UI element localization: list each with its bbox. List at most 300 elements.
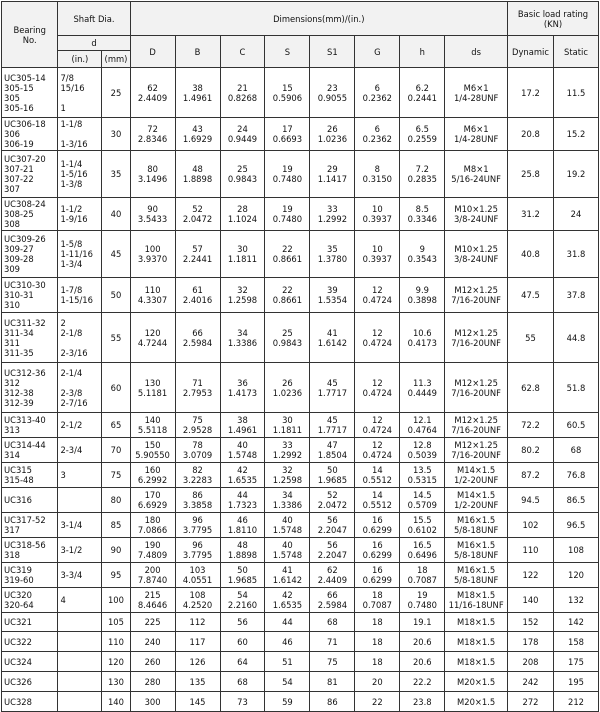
cell-c: 44 1.7323 — [220, 488, 265, 513]
cell-s1: 68 — [310, 613, 355, 632]
header-dynamic: Dynamic — [508, 36, 554, 68]
cell-h: 6.5 0.2559 — [400, 118, 445, 151]
table-row — [2, 413, 599, 438]
cell-s: 51 — [265, 652, 310, 672]
cell-s1: 71 — [310, 632, 355, 652]
cell-b: 57 2.2441 — [175, 231, 220, 278]
cell-stat: 108 — [554, 538, 599, 563]
table-row — [2, 438, 599, 463]
cell-s: 32 1.2598 — [265, 463, 310, 488]
cell-mm: 100 — [102, 588, 130, 613]
cell-s: 59 — [265, 692, 310, 712]
cell-ds: M18×1.5 — [445, 613, 508, 632]
cell-g: 10 0.3937 — [355, 231, 400, 278]
cell-b: 135 — [175, 672, 220, 692]
cell-no: UC315 315-48 — [2, 463, 58, 488]
cell-c: 21 0.8268 — [220, 68, 265, 118]
cell-c: 30 1.1811 — [220, 231, 265, 278]
header-shaft-dia: Shaft Dia. — [58, 2, 130, 36]
cell-s: 22 0.8661 — [265, 278, 310, 313]
cell-h: 9.9 0.3898 — [400, 278, 445, 313]
cell-mm: 55 — [102, 313, 130, 363]
cell-dyn: 47.5 — [508, 278, 554, 313]
header-col-h: h — [400, 36, 445, 68]
cell-b: 43 1.6929 — [175, 118, 220, 151]
cell-stat: 15.2 — [554, 118, 599, 151]
cell-h: 12.1 0.4764 — [400, 413, 445, 438]
cell-dyn: 20.8 — [508, 118, 554, 151]
cell-ds: M8×1 5/16-24UNF — [445, 151, 508, 198]
cell-s: 22 0.8661 — [265, 231, 310, 278]
cell-no: UC318-56 318 — [2, 538, 58, 563]
cell-b: 61 2.4016 — [175, 278, 220, 313]
cell-mm: 140 — [102, 692, 130, 712]
cell-dyn: 178 — [508, 632, 554, 652]
cell-no: UC307-20 307-21 307-22 307 — [2, 151, 58, 198]
cell-dyn: 110 — [508, 538, 554, 563]
cell-dyn: 17.2 — [508, 68, 554, 118]
header-col-S1: S1 — [310, 36, 355, 68]
cell-in: 2 2-1/8 2-3/16 — [58, 313, 102, 363]
cell-s: 40 1.5748 — [265, 538, 310, 563]
cell-s1: 86 — [310, 692, 355, 712]
table-row — [2, 463, 599, 488]
cell-h: 11.3 0.4449 — [400, 363, 445, 413]
cell-s1: 45 1.7717 — [310, 413, 355, 438]
cell-no: UC328 — [2, 692, 58, 712]
cell-c: 54 2.2160 — [220, 588, 265, 613]
cell-dyn: 242 — [508, 672, 554, 692]
cell-g: 10 0.3937 — [355, 198, 400, 231]
cell-in: 1-7/8 1-15/16 — [58, 278, 102, 313]
cell-g: 12 0.4724 — [355, 413, 400, 438]
cell-h: 20.6 — [400, 652, 445, 672]
cell-b: 86 3.3858 — [175, 488, 220, 513]
cell-g: 16 0.6299 — [355, 563, 400, 588]
cell-s: 26 1.0236 — [265, 363, 310, 413]
cell-mm: 85 — [102, 513, 130, 538]
cell-s1: 39 1.5354 — [310, 278, 355, 313]
cell-ds: M6×1 1/4-28UNF — [445, 68, 508, 118]
cell-in: 1-1/8 1-3/16 — [58, 118, 102, 151]
cell-mm: 60 — [102, 363, 130, 413]
cell-in: 2-1/2 — [58, 413, 102, 438]
cell-c: 34 1.3386 — [220, 313, 265, 363]
cell-c: 60 — [220, 632, 265, 652]
header-col-D: D — [130, 36, 175, 68]
cell-no: UC320 320-64 — [2, 588, 58, 613]
cell-g: 6 0.2362 — [355, 68, 400, 118]
cell-in — [58, 613, 102, 632]
table-row — [2, 563, 599, 588]
cell-c: 32 1.2598 — [220, 278, 265, 313]
cell-dyn: 25.8 — [508, 151, 554, 198]
cell-dyn: 31.2 — [508, 198, 554, 231]
cell-ds: M12×1.25 7/16-20UNF — [445, 413, 508, 438]
cell-no: UC312-36 312 312-38 312-39 — [2, 363, 58, 413]
cell-ds: M12×1.25 7/16-20UNF — [445, 313, 508, 363]
cell-s: 34 1.3386 — [265, 488, 310, 513]
cell-d: 150 5.90550 — [130, 438, 175, 463]
cell-stat: 120 — [554, 563, 599, 588]
cell-h: 7.2 0.2835 — [400, 151, 445, 198]
cell-no: UC306-18 306 306-19 — [2, 118, 58, 151]
cell-h: 9 0.3543 — [400, 231, 445, 278]
cell-c: 40 1.5748 — [220, 438, 265, 463]
header-basic-load-rating: Basic load rating (KN) — [508, 2, 599, 36]
cell-mm: 95 — [102, 563, 130, 588]
cell-no: UC322 — [2, 632, 58, 652]
cell-d: 62 2.4409 — [130, 68, 175, 118]
cell-c: 36 1.4173 — [220, 363, 265, 413]
cell-b: 117 — [175, 632, 220, 652]
cell-b: 48 1.8898 — [175, 151, 220, 198]
cell-stat: 37.8 — [554, 278, 599, 313]
cell-h: 10.6 0.4173 — [400, 313, 445, 363]
cell-g: 18 0.7087 — [355, 588, 400, 613]
cell-ds: M12×1.25 7/16-20UNF — [445, 278, 508, 313]
cell-s1: 29 1.1417 — [310, 151, 355, 198]
cell-mm: 90 — [102, 538, 130, 563]
cell-ds: M6×1 1/4-28UNF — [445, 118, 508, 151]
table-row — [2, 363, 599, 413]
cell-s1: 81 — [310, 672, 355, 692]
cell-in: 1-1/2 1-9/16 — [58, 198, 102, 231]
cell-in: 2-1/4 2-3/8 2-7/16 — [58, 363, 102, 413]
cell-g: 16 0.6299 — [355, 538, 400, 563]
cell-d: 190 7.4809 — [130, 538, 175, 563]
cell-g: 12 0.4724 — [355, 363, 400, 413]
cell-d: 120 4.7244 — [130, 313, 175, 363]
cell-s: 15 0.5906 — [265, 68, 310, 118]
cell-no: UC309-26 309-27 309-28 309 — [2, 231, 58, 278]
table-row — [2, 652, 599, 672]
cell-in: 3-1/4 — [58, 513, 102, 538]
cell-in — [58, 488, 102, 513]
cell-b: 52 2.0472 — [175, 198, 220, 231]
cell-stat: 19.2 — [554, 151, 599, 198]
header-col-S: S — [265, 36, 310, 68]
cell-g: 22 — [355, 692, 400, 712]
cell-s: 25 0.9843 — [265, 313, 310, 363]
cell-g: 12 0.4724 — [355, 278, 400, 313]
cell-stat: 195 — [554, 672, 599, 692]
cell-h: 6.2 0.2441 — [400, 68, 445, 118]
cell-mm: 45 — [102, 231, 130, 278]
cell-mm: 65 — [102, 413, 130, 438]
cell-d: 215 8.4646 — [130, 588, 175, 613]
cell-stat: 132 — [554, 588, 599, 613]
table-body — [2, 68, 599, 712]
cell-in: 7/8 15/16 1 — [58, 68, 102, 118]
cell-b: 78 3.0709 — [175, 438, 220, 463]
cell-s1: 56 2.2047 — [310, 513, 355, 538]
cell-b: 145 — [175, 692, 220, 712]
cell-s: 42 1.6535 — [265, 588, 310, 613]
cell-no: UC319 319-60 — [2, 563, 58, 588]
header-dimensions: Dimensions(mm)/(in.) — [130, 2, 507, 36]
cell-s: 19 0.7480 — [265, 151, 310, 198]
cell-mm: 25 — [102, 68, 130, 118]
cell-b: 96 3.7795 — [175, 538, 220, 563]
cell-d: 170 6.6929 — [130, 488, 175, 513]
cell-c: 73 — [220, 692, 265, 712]
cell-ds: M10×1.25 3/8-24UNF — [445, 231, 508, 278]
cell-b: 71 2.7953 — [175, 363, 220, 413]
cell-d: 240 — [130, 632, 175, 652]
cell-mm: 105 — [102, 613, 130, 632]
cell-mm: 120 — [102, 652, 130, 672]
cell-ds: M18×1.5 11/16-18UNF — [445, 588, 508, 613]
table-row — [2, 538, 599, 563]
cell-c: 28 1.1024 — [220, 198, 265, 231]
cell-stat: 11.5 — [554, 68, 599, 118]
cell-no: UC311-32 311-34 311 311-35 — [2, 313, 58, 363]
cell-g: 14 0.5512 — [355, 488, 400, 513]
cell-dyn: 102 — [508, 513, 554, 538]
cell-mm: 35 — [102, 151, 130, 198]
cell-mm: 80 — [102, 488, 130, 513]
table-row — [2, 672, 599, 692]
cell-c: 25 0.9843 — [220, 151, 265, 198]
cell-mm: 30 — [102, 118, 130, 151]
table-row — [2, 313, 599, 363]
table-row — [2, 613, 599, 632]
cell-ds: M10×1.25 3/8-24UNF — [445, 198, 508, 231]
cell-h: 16.5 0.6496 — [400, 538, 445, 563]
cell-h: 13.5 0.5315 — [400, 463, 445, 488]
cell-in — [58, 652, 102, 672]
cell-h: 14.5 0.5709 — [400, 488, 445, 513]
cell-h: 15.5 0.6102 — [400, 513, 445, 538]
table-row — [2, 632, 599, 652]
cell-dyn: 55 — [508, 313, 554, 363]
cell-s: 44 — [265, 613, 310, 632]
cell-dyn: 152 — [508, 613, 554, 632]
cell-c: 46 1.8110 — [220, 513, 265, 538]
cell-s: 33 1.2992 — [265, 438, 310, 463]
cell-stat: 175 — [554, 652, 599, 672]
cell-stat: 44.8 — [554, 313, 599, 363]
cell-h: 22.2 — [400, 672, 445, 692]
cell-d: 200 7.8740 — [130, 563, 175, 588]
cell-no: UC313-40 313 — [2, 413, 58, 438]
cell-stat: 68 — [554, 438, 599, 463]
header-static: Static — [554, 36, 599, 68]
cell-s: 54 — [265, 672, 310, 692]
cell-stat: 142 — [554, 613, 599, 632]
cell-in: 4 — [58, 588, 102, 613]
cell-in: 1-5/8 1-11/16 1-3/4 — [58, 231, 102, 278]
cell-ds: M12×1.25 7/16-20UNF — [445, 363, 508, 413]
table-row — [2, 118, 599, 151]
cell-ds: M16×1.5 5/8-18UNF — [445, 513, 508, 538]
cell-g: 20 — [355, 672, 400, 692]
cell-b: 96 3.7795 — [175, 513, 220, 538]
cell-b: 82 3.2283 — [175, 463, 220, 488]
cell-b: 75 2.9528 — [175, 413, 220, 438]
cell-s: 30 1.1811 — [265, 413, 310, 438]
cell-h: 19 0.7480 — [400, 588, 445, 613]
cell-d: 90 3.5433 — [130, 198, 175, 231]
cell-mm: 130 — [102, 672, 130, 692]
cell-stat: 158 — [554, 632, 599, 652]
cell-c: 56 — [220, 613, 265, 632]
cell-d: 225 — [130, 613, 175, 632]
cell-s: 46 — [265, 632, 310, 652]
cell-no: UC321 — [2, 613, 58, 632]
cell-h: 23.8 — [400, 692, 445, 712]
cell-c: 38 1.4961 — [220, 413, 265, 438]
cell-dyn: 40.8 — [508, 231, 554, 278]
table-row — [2, 588, 599, 613]
cell-d: 100 3.9370 — [130, 231, 175, 278]
cell-c: 42 1.6535 — [220, 463, 265, 488]
cell-dyn: 62.8 — [508, 363, 554, 413]
cell-d: 130 5.1181 — [130, 363, 175, 413]
cell-dyn: 80.2 — [508, 438, 554, 463]
table-row — [2, 278, 599, 313]
cell-d: 300 — [130, 692, 175, 712]
cell-b: 112 — [175, 613, 220, 632]
cell-stat: 24 — [554, 198, 599, 231]
cell-stat: 86.5 — [554, 488, 599, 513]
cell-s1: 62 2.4409 — [310, 563, 355, 588]
cell-h: 12.8 0.5039 — [400, 438, 445, 463]
cell-h: 20.6 — [400, 632, 445, 652]
cell-dyn: 72.2 — [508, 413, 554, 438]
cell-s1: 33 1.2992 — [310, 198, 355, 231]
cell-in — [58, 632, 102, 652]
table-row — [2, 231, 599, 278]
cell-in — [58, 672, 102, 692]
cell-c: 24 0.9449 — [220, 118, 265, 151]
cell-s: 41 1.6142 — [265, 563, 310, 588]
cell-s1: 47 1.8504 — [310, 438, 355, 463]
cell-s1: 23 0.9055 — [310, 68, 355, 118]
cell-d: 72 2.8346 — [130, 118, 175, 151]
cell-g: 18 — [355, 632, 400, 652]
header-col-B: B — [175, 36, 220, 68]
cell-ds: M16×1.5 5/8-18UNF — [445, 538, 508, 563]
cell-no: UC326 — [2, 672, 58, 692]
cell-d: 140 5.5118 — [130, 413, 175, 438]
cell-stat: 96.5 — [554, 513, 599, 538]
cell-s1: 52 2.0472 — [310, 488, 355, 513]
cell-s1: 26 1.0236 — [310, 118, 355, 151]
cell-d: 180 7.0866 — [130, 513, 175, 538]
cell-b: 108 4.2520 — [175, 588, 220, 613]
cell-ds: M16×1.5 5/8-18UNF — [445, 563, 508, 588]
cell-d: 280 — [130, 672, 175, 692]
cell-g: 12 0.4724 — [355, 438, 400, 463]
cell-b: 126 — [175, 652, 220, 672]
cell-h: 19.1 — [400, 613, 445, 632]
cell-mm: 40 — [102, 198, 130, 231]
cell-stat: 212 — [554, 692, 599, 712]
cell-mm: 70 — [102, 438, 130, 463]
cell-mm: 110 — [102, 632, 130, 652]
cell-no: UC317-52 317 — [2, 513, 58, 538]
cell-d: 80 3.1496 — [130, 151, 175, 198]
header-d: d — [58, 36, 130, 51]
cell-s1: 56 2.2047 — [310, 538, 355, 563]
cell-no: UC308-24 308-25 308 — [2, 198, 58, 231]
header-col-C: C — [220, 36, 265, 68]
cell-dyn: 122 — [508, 563, 554, 588]
table-row — [2, 198, 599, 231]
cell-s1: 41 1.6142 — [310, 313, 355, 363]
cell-g: 8 0.3150 — [355, 151, 400, 198]
cell-c: 50 1.9685 — [220, 563, 265, 588]
header-in: (in.) — [58, 51, 102, 68]
table-row — [2, 488, 599, 513]
cell-ds: M20×1.5 — [445, 672, 508, 692]
cell-s: 17 0.6693 — [265, 118, 310, 151]
cell-h: 8.5 0.3346 — [400, 198, 445, 231]
cell-c: 68 — [220, 672, 265, 692]
cell-s: 40 1.5748 — [265, 513, 310, 538]
cell-g: 14 0.5512 — [355, 463, 400, 488]
cell-stat: 51.8 — [554, 363, 599, 413]
cell-c: 48 1.8898 — [220, 538, 265, 563]
cell-d: 160 6.2992 — [130, 463, 175, 488]
cell-g: 18 — [355, 613, 400, 632]
cell-c: 64 — [220, 652, 265, 672]
cell-d: 260 — [130, 652, 175, 672]
cell-dyn: 94.5 — [508, 488, 554, 513]
table-row — [2, 68, 599, 118]
table-row — [2, 151, 599, 198]
header-bearing-no: Bearing No. — [2, 2, 58, 68]
cell-s: 19 0.7480 — [265, 198, 310, 231]
cell-no: UC316 — [2, 488, 58, 513]
cell-dyn: 140 — [508, 588, 554, 613]
table-row — [2, 513, 599, 538]
bearing-spec-table — [1, 1, 599, 712]
cell-b: 103 4.0551 — [175, 563, 220, 588]
cell-in: 3 — [58, 463, 102, 488]
cell-mm: 50 — [102, 278, 130, 313]
cell-no: UC324 — [2, 652, 58, 672]
cell-ds: M20×1.5 — [445, 692, 508, 712]
cell-in: 2-3/4 — [58, 438, 102, 463]
cell-g: 6 0.2362 — [355, 118, 400, 151]
cell-ds: M12×1.25 7/16-20UNF — [445, 438, 508, 463]
cell-s1: 75 — [310, 652, 355, 672]
cell-b: 66 2.5984 — [175, 313, 220, 363]
cell-stat: 76.8 — [554, 463, 599, 488]
cell-s1: 45 1.7717 — [310, 363, 355, 413]
cell-no: UC310-30 310-31 310 — [2, 278, 58, 313]
cell-g: 18 — [355, 652, 400, 672]
cell-ds: M14×1.5 1/2-20UNF — [445, 488, 508, 513]
cell-d: 110 4.3307 — [130, 278, 175, 313]
cell-g: 12 0.4724 — [355, 313, 400, 363]
cell-s1: 35 1.3780 — [310, 231, 355, 278]
header-mm: (mm) — [102, 51, 130, 68]
cell-s1: 66 2.5984 — [310, 588, 355, 613]
cell-no: UC305-14 305-15 305 305-16 — [2, 68, 58, 118]
cell-in: 1-1/4 1-5/16 1-3/8 — [58, 151, 102, 198]
cell-b: 38 1.4961 — [175, 68, 220, 118]
cell-dyn: 87.2 — [508, 463, 554, 488]
header-col-ds: ds — [445, 36, 508, 68]
cell-in: 3-3/4 — [58, 563, 102, 588]
cell-dyn: 272 — [508, 692, 554, 712]
cell-mm: 75 — [102, 463, 130, 488]
cell-ds: M14×1.5 1/2-20UNF — [445, 463, 508, 488]
